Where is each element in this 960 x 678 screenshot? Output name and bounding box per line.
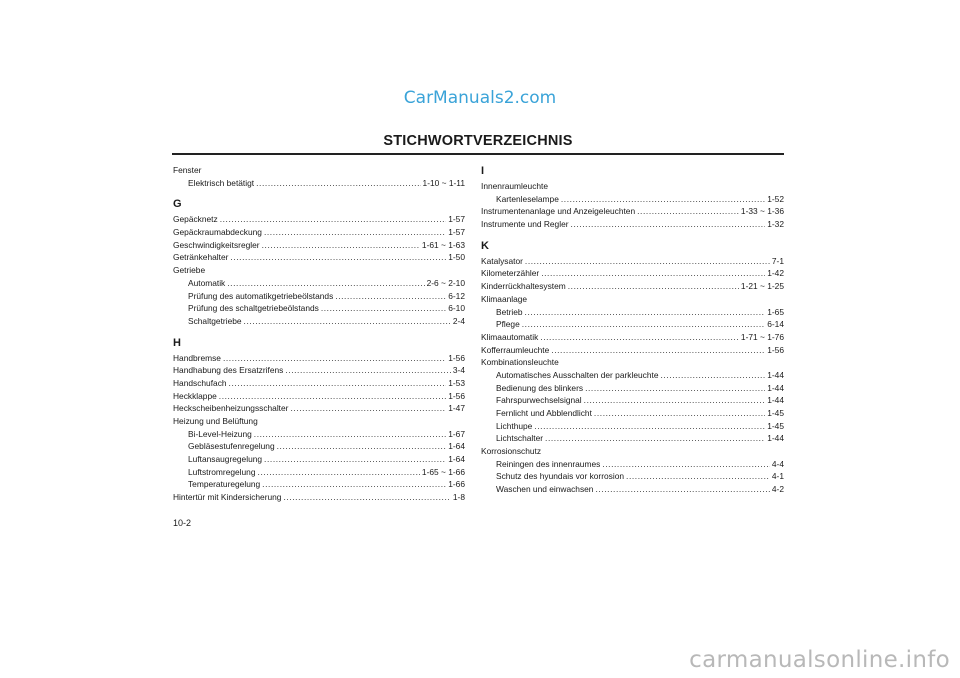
index-entry: [481, 470, 784, 483]
index-entry: [173, 377, 465, 390]
index-entry: [481, 267, 784, 280]
leader-dots: [561, 193, 765, 206]
index-entry: [173, 491, 465, 504]
entry-page: 1-47: [448, 403, 465, 414]
entry-text: Gepäckraumabdeckung: [173, 227, 262, 238]
index-entry: [481, 382, 784, 395]
index-heading: Fenster: [173, 165, 202, 175]
index-entry: [173, 453, 465, 466]
index-entry: [481, 318, 784, 331]
entry-text: Lichtschalter: [496, 433, 544, 444]
entry-page: 1-45: [767, 408, 784, 418]
entry-page: 1-65 ~ 1-66: [421, 466, 465, 477]
leader-dots: [335, 290, 446, 303]
leader-dots: [285, 364, 451, 377]
page-number: 10-2: [173, 518, 192, 528]
leader-dots: [541, 267, 765, 280]
index-heading: Heizung und Belüftung: [173, 416, 258, 426]
entry-text: Prüfung des schaltgetriebeölstands: [188, 303, 319, 314]
entry-text: Hintertür mit Kindersicherung: [173, 492, 282, 503]
index-entry: [481, 218, 784, 231]
index-entry: [481, 483, 784, 496]
entry-page: 6-10: [448, 303, 465, 314]
entry-text: Handbremse: [173, 352, 221, 363]
entry-text: Kinderrückhaltesystem: [481, 281, 566, 292]
index-heading: Korrosionschutz: [481, 446, 542, 457]
leader-dots: [525, 255, 770, 268]
watermark-top: CarManuals2.com: [403, 88, 557, 108]
entry-page: 1-50: [448, 252, 465, 263]
index-heading: Innenraumleuchte: [481, 181, 549, 191]
entry-text: Instrumente und Regler: [481, 219, 569, 230]
leader-dots: [568, 280, 739, 293]
leader-dots: [290, 402, 446, 415]
index-entry: [481, 458, 784, 471]
entry-page: 1-44: [767, 395, 784, 406]
entry-page: 1-45: [767, 420, 784, 431]
leader-dots: [626, 470, 770, 483]
index-heading: Getriebe: [173, 265, 206, 276]
entry-text: Katalysator: [481, 255, 523, 266]
index-entry: [481, 407, 784, 420]
index-heading: Kombinationsleuchte: [481, 357, 559, 368]
leader-dots: [525, 306, 766, 319]
leader-dots: [262, 478, 446, 491]
index-column-right: [481, 164, 784, 496]
entry-page: 1-10 ~ 1-11: [422, 177, 465, 188]
entry-text: Kofferraumleuchte: [481, 344, 550, 355]
entry-page: 3-4: [452, 365, 465, 376]
section-letter: K: [481, 239, 489, 252]
leader-dots: [223, 352, 446, 365]
entry-page: 6-14: [767, 319, 784, 330]
index-section-k: [481, 239, 784, 496]
entry-text: Luftstromregelung: [188, 466, 256, 477]
entry-page: 1-32: [767, 219, 784, 230]
entry-page: 1-56: [448, 352, 465, 363]
index-section-g: [173, 197, 465, 327]
leader-dots: [540, 331, 739, 344]
entry-page: 1-64: [448, 441, 465, 452]
entry-page: 1-57: [448, 227, 465, 238]
index-entry: [173, 428, 465, 441]
index-entry: [481, 394, 784, 407]
leader-dots: [571, 218, 766, 231]
index-entry: [173, 402, 465, 415]
index-entry: [173, 390, 465, 403]
leader-dots: [230, 251, 446, 264]
leader-dots: [602, 458, 770, 471]
entry-page: 1-56: [767, 344, 784, 355]
entry-page: 1-33 ~ 1-36: [740, 206, 784, 217]
entry-page: 1-71 ~ 1-76: [740, 331, 784, 342]
leader-dots: [584, 394, 766, 407]
index-entry: [173, 213, 465, 226]
entry-text: Heckklappe: [173, 390, 217, 401]
entry-text: Schutz des hyundais vor korrosion: [496, 471, 625, 482]
index-entry: [481, 420, 784, 433]
leader-dots: [258, 466, 420, 479]
index-entry: [481, 306, 784, 319]
entry-text: Gebläsestufenregelung: [188, 441, 275, 452]
entry-text: Automatik: [188, 277, 226, 288]
entry-text: Handhabung des Ersatzrifens: [173, 365, 284, 376]
index-entry: [173, 315, 465, 328]
entry-page: 1-21 ~ 1-25: [740, 281, 784, 292]
leader-dots: [229, 377, 447, 390]
entry-page: 1-56: [448, 390, 465, 401]
entry-page: 1-8: [452, 492, 465, 503]
entry-page: 1-53: [448, 377, 465, 388]
index-entry: [173, 277, 465, 290]
leader-dots: [321, 302, 446, 315]
index-entry: [173, 478, 465, 491]
entry-text: Getränkehalter: [173, 252, 229, 263]
entry-page: 1-52: [767, 193, 784, 204]
entry-page: 1-66: [448, 479, 465, 490]
leader-dots: [227, 277, 424, 290]
entry-text: Temperaturegelung: [188, 479, 261, 490]
entry-text: Kartenleselampe: [496, 193, 559, 204]
leader-dots: [522, 318, 765, 331]
entry-text: Betrieb: [496, 306, 523, 317]
entry-text: Kilometerzähler: [481, 268, 540, 279]
entry-text: Pflege: [496, 319, 520, 330]
entry-page: 1-67: [448, 428, 465, 439]
index-entry: [173, 251, 465, 264]
entry-page: 1-64: [448, 454, 465, 465]
index-entry: [481, 369, 784, 382]
index-section-f: [173, 164, 465, 189]
entry-page: 2-4: [452, 315, 465, 326]
page-title: STICHWORTVERZEICHNIS: [383, 133, 573, 149]
leader-dots: [534, 420, 765, 433]
section-letter: I: [481, 165, 485, 177]
entry-text: Instrumentenanlage und Anzeigeleuchten: [481, 206, 636, 217]
index-entry: [481, 255, 784, 268]
index-entry: [481, 280, 784, 293]
index-entry: [173, 239, 465, 252]
watermark-bottom: carmanualsonline.info: [689, 647, 950, 673]
entry-text: Reiningen des innenraumes: [496, 458, 601, 469]
index-entry: [481, 432, 784, 445]
entry-text: Geschwindigkeitsregler: [173, 239, 260, 250]
index-entry: [173, 177, 465, 190]
entry-text: Luftansaugregelung: [188, 454, 263, 465]
index-entry: [173, 352, 465, 365]
entry-text: Bedienung des blinkers: [496, 382, 584, 393]
index-section-h: [173, 336, 465, 504]
entry-text: Heckscheibenheizungsschalter: [173, 403, 289, 414]
index-entry: [481, 193, 784, 206]
leader-dots: [254, 428, 446, 441]
leader-dots: [219, 390, 446, 403]
entry-text: Prüfung des automatikgetriebeölstands: [188, 290, 334, 301]
index-entry: [173, 302, 465, 315]
index-entry: [173, 466, 465, 479]
entry-text: Klimaautomatik: [481, 331, 539, 342]
index-section-i: [481, 164, 784, 231]
entry-page: 1-61 ~ 1-63: [421, 239, 465, 250]
entry-text: Gepäcknetz: [173, 214, 218, 225]
index-entry: [173, 290, 465, 303]
leader-dots: [262, 239, 420, 252]
entry-text: Waschen und einwachsen: [496, 484, 594, 495]
entry-text: Elektrisch betätigt: [188, 177, 255, 188]
entry-page: 1-57: [448, 214, 465, 225]
index-entry: [173, 226, 465, 239]
entry-text: Lichthupe: [496, 420, 533, 431]
leader-dots: [594, 407, 765, 420]
index-entry: [481, 331, 784, 344]
entry-text: Schaltgetriebe: [188, 315, 242, 326]
entry-text: Bi-Level-Heizung: [188, 428, 252, 439]
index-entry: [481, 344, 784, 357]
entry-text: Automatisches Ausschalten der parkleuchte: [496, 369, 659, 380]
title-rule: [172, 153, 784, 155]
leader-dots: [585, 382, 765, 395]
index-entry: [173, 364, 465, 377]
leader-dots: [283, 491, 450, 504]
entry-page: 4-1: [771, 471, 784, 482]
entry-page: 1-44: [767, 369, 784, 380]
entry-page: 6-12: [448, 290, 465, 301]
index-entry: [173, 440, 465, 453]
index-heading: Klimaanlage: [481, 293, 528, 304]
index-column-left: [173, 164, 465, 504]
entry-text: Handschufach: [173, 377, 227, 388]
leader-dots: [637, 205, 739, 218]
entry-page: 1-65: [767, 306, 784, 317]
leader-dots: [660, 369, 765, 382]
entry-page: 1-44: [767, 382, 784, 393]
leader-dots: [244, 315, 451, 328]
entry-text: Fernlicht und Abblendlicht: [496, 408, 592, 418]
entry-page: 1-44: [767, 433, 784, 444]
leader-dots: [595, 483, 769, 496]
leader-dots: [277, 440, 447, 453]
section-letter: H: [173, 336, 181, 349]
leader-dots: [545, 432, 765, 445]
entry-page: 4-2: [771, 484, 784, 495]
entry-page: 7-1: [771, 255, 784, 266]
index-entry: [481, 205, 784, 218]
leader-dots: [264, 453, 446, 466]
leader-dots: [264, 226, 446, 239]
entry-page: 1-42: [767, 268, 784, 279]
leader-dots: [256, 177, 420, 190]
section-letter: G: [173, 198, 182, 211]
entry-text: Fahrspurwechselsignal: [496, 395, 582, 406]
entry-page: 4-4: [771, 458, 784, 469]
entry-page: 2-6 ~ 2-10: [426, 277, 465, 288]
leader-dots: [220, 213, 447, 226]
leader-dots: [551, 344, 765, 357]
